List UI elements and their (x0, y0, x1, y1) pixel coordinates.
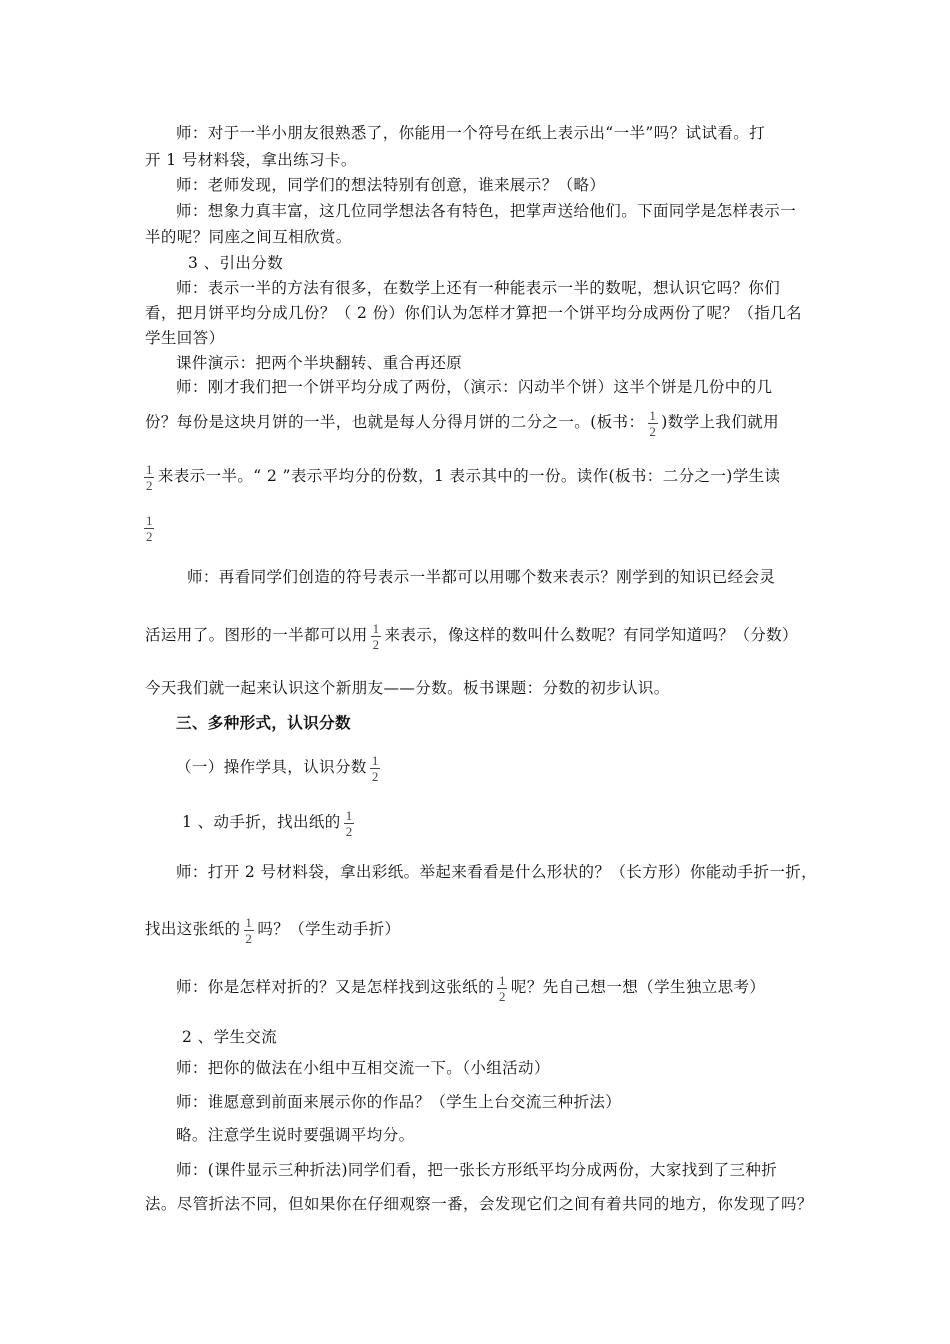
text-segment: （一）操作学具，认识分数 (176, 758, 367, 776)
fraction-denominator: 2 (345, 823, 353, 839)
paragraph-line (141, 510, 158, 544)
fraction-numerator: 1 (499, 972, 506, 988)
fraction-one-half (497, 973, 508, 1004)
subsection-heading (176, 750, 384, 784)
section-heading: 3 、引出分数 (188, 254, 284, 272)
text-segment: )数学上我们就用 (661, 413, 780, 431)
paragraph-line: 师：打开 2 号材料袋，拿出彩纸。举起来看看是什么形状的？（长方形）你能动手折一折， (176, 863, 818, 881)
paragraph-line (145, 912, 400, 946)
fraction-one-half (370, 753, 381, 784)
paragraph-line: 师：(课件显示三种折法)同学们看，把一张长方形纸平均分成两份，大家找到了三种折 (176, 1161, 778, 1179)
text-segment: 呢？先自己想一想（学生独立思考） (510, 978, 766, 996)
fraction-denominator: 2 (245, 930, 253, 946)
subsection-heading (182, 805, 358, 839)
fraction-denominator: 2 (146, 477, 153, 493)
paragraph-line: 今天我们就一起来认识这个新朋友——分数。板书课题：分数的初步认识。 (145, 679, 670, 697)
text-segment: 活运用了。图形的一半都可以用 (145, 626, 368, 644)
paragraph-line: 师：把你的做法在小组中互相交流一下。（小组活动） (176, 1059, 550, 1077)
fraction-numerator: 1 (372, 620, 380, 636)
paragraph-line: 师：刚才我们把一个饼平均分成了两份，（演示：闪动半个饼）这半个饼是几份中的几 (176, 378, 773, 396)
fraction-denominator: 2 (372, 636, 380, 652)
paragraph-line: 课件演示：把两个半块翻转、重合再还原 (176, 354, 463, 372)
paragraph-line (145, 618, 798, 652)
text-segment: 来表示，像这样的数叫什么数呢？有同学知道吗？（分数） (384, 626, 798, 644)
text-segment: 吗？（学生动手折） (257, 920, 401, 938)
text-segment: 师：你是怎样对折的？又是怎样找到这张纸的 (176, 978, 495, 996)
paragraph-line: 师：想象力真丰富，这几位同学想法各有特色，把掌声送给他们。下面同学是怎样表示一 (176, 202, 797, 220)
section-heading: 三、多种形式，认识分数 (176, 713, 351, 732)
text-segment: 份？每份是这块月饼的一半，也就是每人分得月饼的二分之一。(板书： (145, 413, 645, 431)
paragraph-line: 看，把月饼平均分成几份？（ 2 份）你们认为怎样才算把一个饼平均分成两份了呢？（指几名 (145, 304, 802, 322)
paragraph-line (145, 405, 779, 439)
paragraph-line (141, 459, 780, 493)
paragraph-line: 学生回答） (145, 329, 225, 347)
paragraph-line: 法。尽管折法不同，但如果你在仔细观察一番，会发现它们之间有着共同的地方，你发现了吗？ (145, 1195, 813, 1213)
fraction-numerator: 1 (146, 461, 153, 477)
paragraph-line (176, 970, 765, 1004)
paragraph-line: 半的呢？同座之间互相欣赏。 (145, 228, 352, 246)
fraction-denominator: 2 (499, 988, 506, 1004)
fraction-denominator: 2 (146, 528, 153, 544)
fraction-denominator: 2 (649, 423, 657, 439)
paragraph-line: 师：对于一半小朋友很熟悉了，你能用一个符号在纸上表示出“一半”吗？试试看。打 (176, 124, 766, 142)
fraction-numerator: 1 (371, 752, 379, 768)
fraction-one-half (243, 915, 254, 946)
paragraph-line: 师：老师发现，同学们的想法特别有创意，谁来展示？（略） (176, 176, 606, 194)
text-segment: 来表示一半。“ 2 ”表示平均分的份数，1 表示其中的一份。读作(板书：二分之一)学生读 (157, 467, 781, 485)
fraction-one-half (144, 513, 155, 544)
paragraph-line: 略。注意学生说时要强调平均分。 (176, 1126, 415, 1144)
fraction-numerator: 1 (649, 407, 657, 423)
fraction-numerator: 1 (146, 512, 153, 528)
paragraph-line: 开 1 号材料袋，拿出练习卡。 (145, 151, 357, 169)
subsection-heading: 2 、学生交流 (182, 1028, 278, 1046)
fraction-one-half (144, 462, 155, 493)
fraction-one-half (371, 621, 382, 652)
fraction-one-half (647, 408, 658, 439)
paragraph-line: 师：表示一半的方法有很多，在数学上还有一种能表示一半的数呢，想认识它吗？你们 (176, 279, 781, 297)
fraction-numerator: 1 (345, 807, 353, 823)
text-segment: 1 、动手折，找出纸的 (182, 813, 341, 831)
fraction-numerator: 1 (245, 914, 253, 930)
paragraph-line: 师：再看同学们创造的符号表示一半都可以用哪个数来表示？刚学到的知识已经会灵 (187, 568, 776, 586)
text-segment: 找出这张纸的 (145, 920, 241, 938)
fraction-one-half (344, 808, 355, 839)
paragraph-line: 师：谁愿意到前面来展示你的作品？（学生上台交流三种折法） (176, 1093, 622, 1111)
fraction-denominator: 2 (371, 768, 379, 784)
